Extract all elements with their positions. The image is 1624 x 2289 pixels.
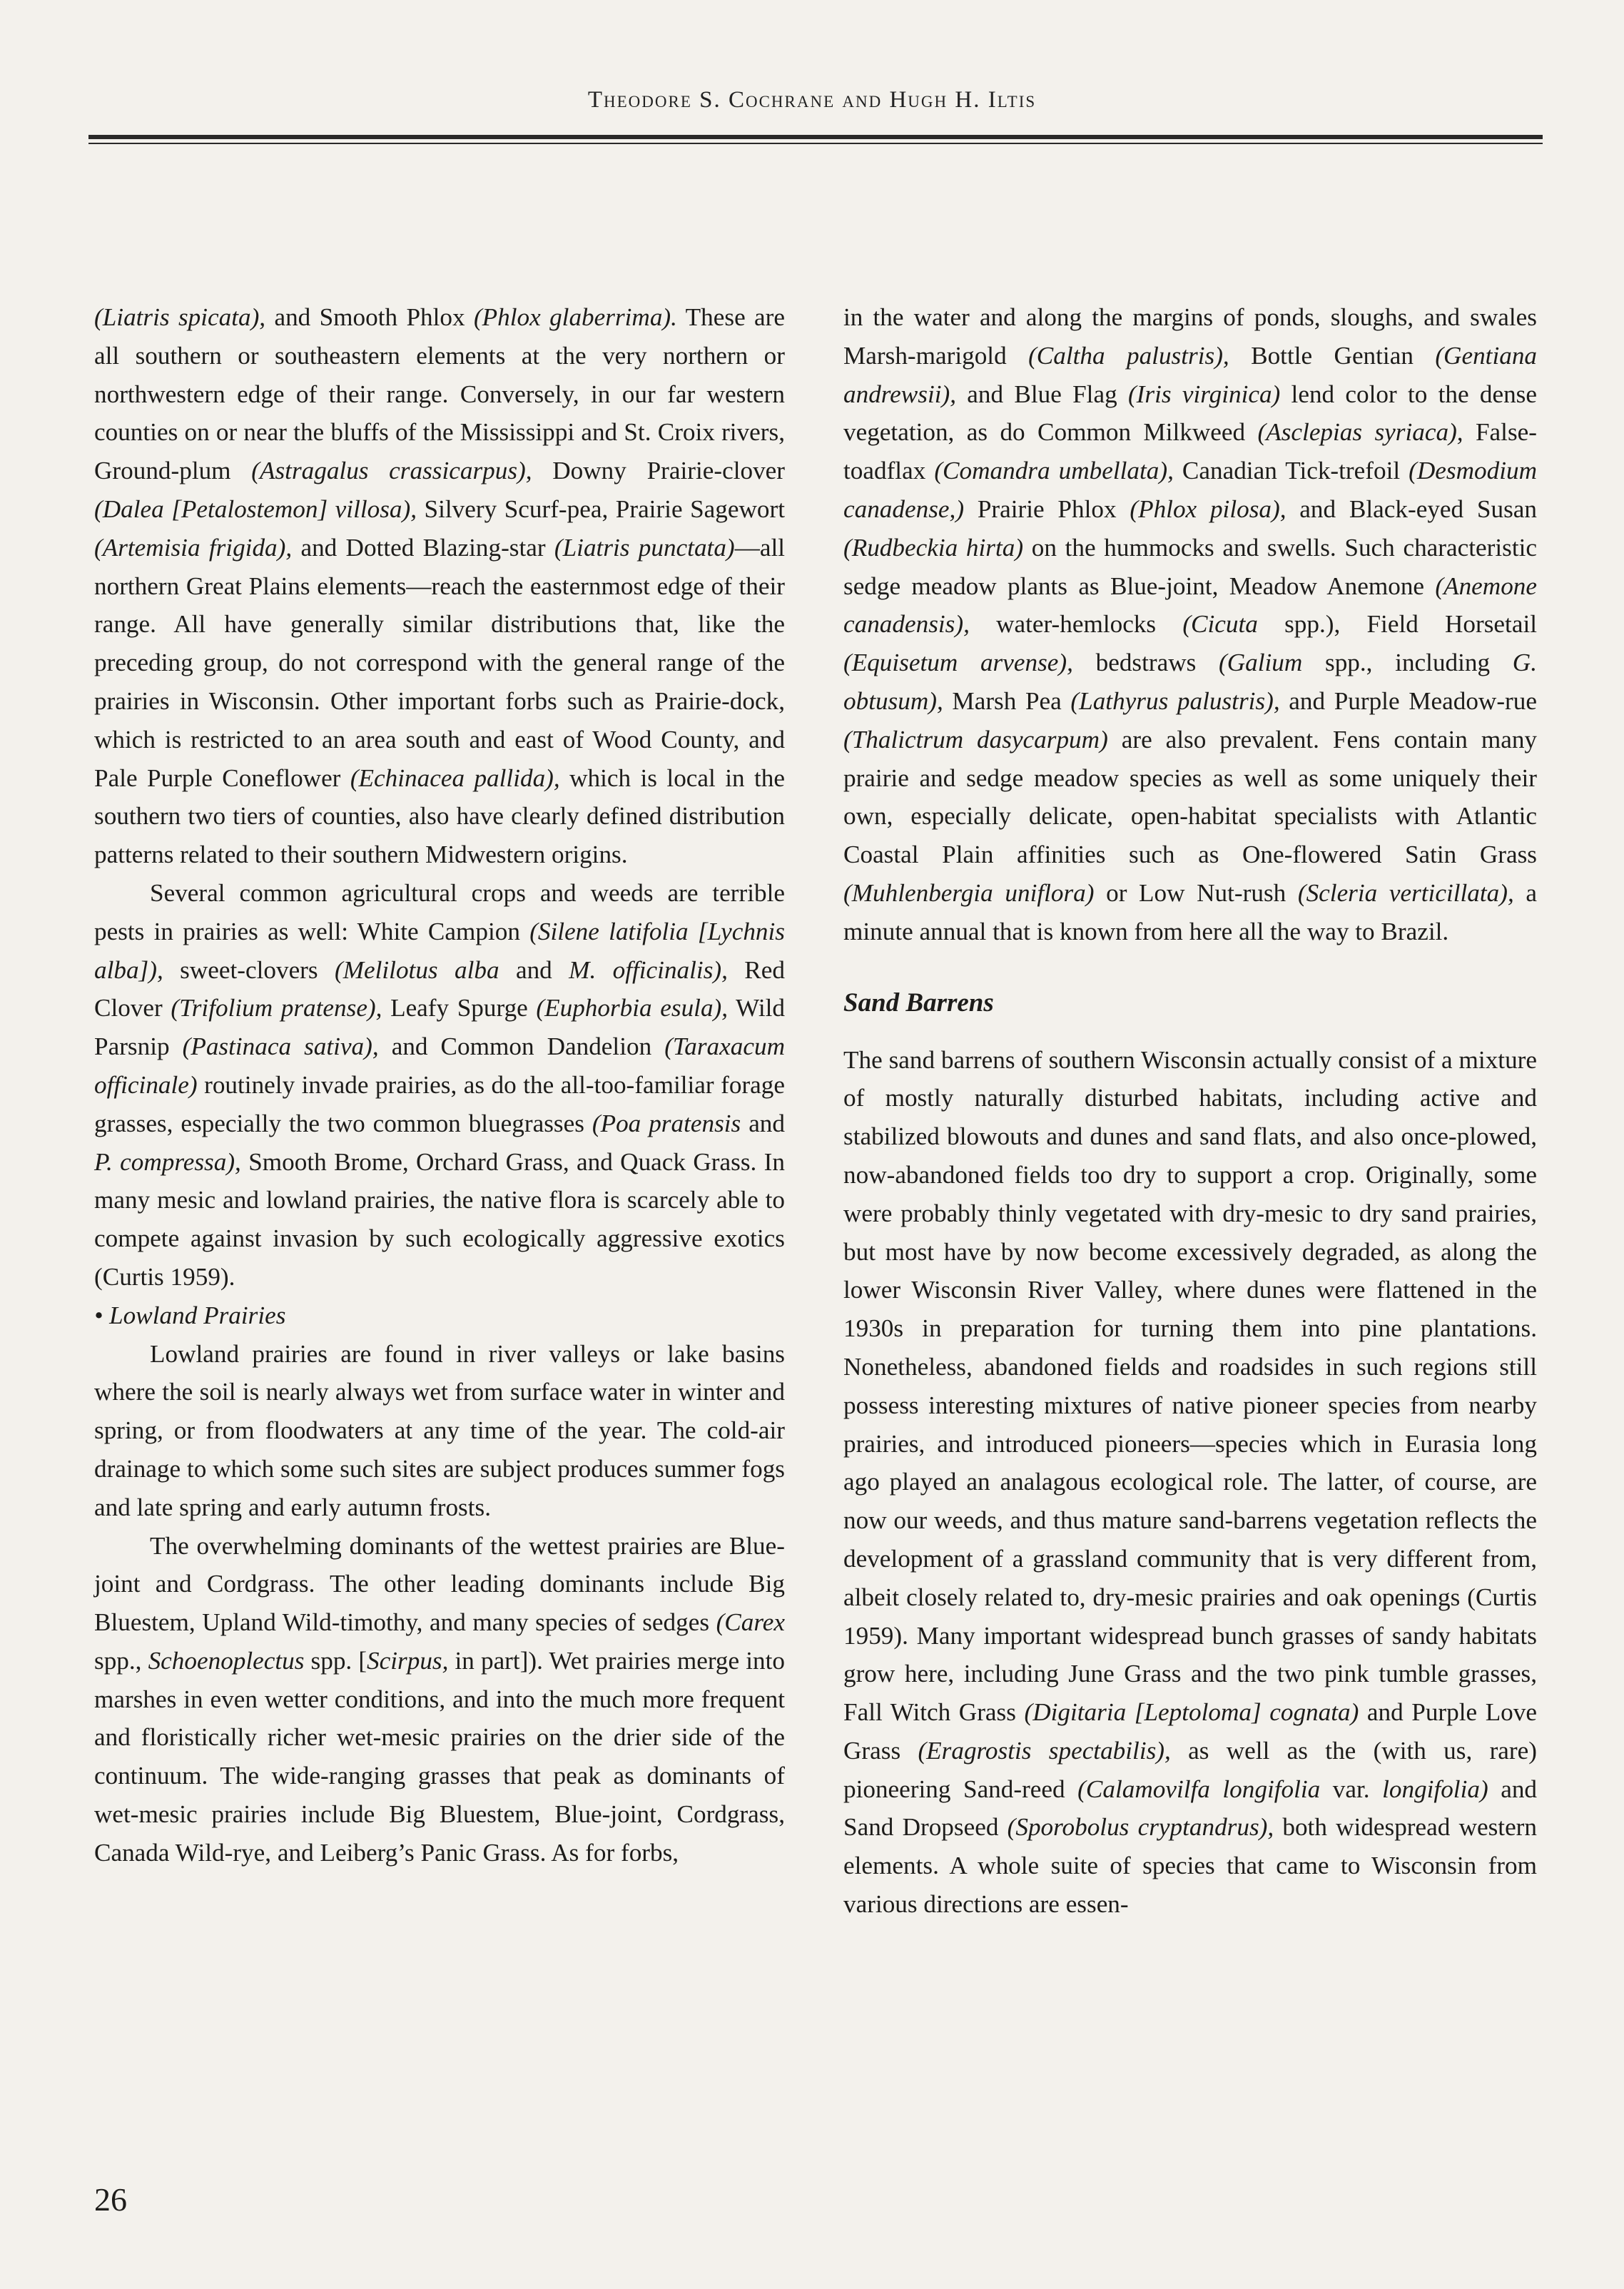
- text-run: sweet-clovers: [163, 955, 335, 984]
- italic-taxon-run: (Digitaria [Leptoloma] cognata): [1024, 1698, 1359, 1727]
- left-paragraph-4: [94, 1527, 785, 1872]
- italic-taxon-run: (Calamovilfa longifolia: [1077, 1775, 1321, 1803]
- italic-taxon-run: (Iris virginica): [1127, 380, 1281, 408]
- text-run: bedstraws: [1072, 649, 1219, 677]
- text-run: Leafy Spurge: [382, 994, 537, 1022]
- italic-taxon-run: Scirpus,: [367, 1646, 449, 1675]
- text-run: Wild Parsnip: [94, 994, 785, 1061]
- text-run: and: [741, 1109, 785, 1137]
- italic-taxon-run: (Galium: [1219, 649, 1303, 677]
- text-run: which is local in the southern two tiers of counties, also have clearly defined distribution patterns related to their southern Midwestern origins.: [94, 763, 785, 869]
- italic-taxon-run: (Desmodium canadense,): [843, 457, 1537, 523]
- text-run: water-hemlocks: [969, 610, 1183, 639]
- text-run: and Dotted Blazing-star: [292, 533, 554, 562]
- text-run: and: [499, 955, 569, 984]
- italic-taxon-run: (Caltha palustris),: [1028, 341, 1229, 370]
- text-run: The sand barrens of southern Wisconsin actually consist of a mixture of mostly naturally disturbed habitats, including active and stabilized blowouts and dunes and sand flats, and also once-plowed, now-abandoned fields too dry to support a crop. Originally, some were probably thinly vegetated with dry-mesic to dry sand prairies, but most have by now become excessively degraded, as along the lower Wisconsin River Valley, where dunes were flattened in the 1930s in preparation for turning them into pine plantations. Nonetheless, abandoned fields and roadsides in such regions still possess interesting mixtures of native pioneer species from nearby prairies, and introduced pioneers—species which in Eurasia long ago played an analagous ecological role. The latter, of course, are now our weeds, and thus mature sand-barrens vegetation reflects the development of a grassland community that is very different from, albeit closely related to, dry-mesic prairies and oak openings (Curtis 1959). Many important widespread bunch grasses of sandy habitats grow here, including June Grass and the two pink tumble grasses, Fall Witch Grass: [843, 1045, 1537, 1727]
- text-run: in the water and along the margins of ponds, sloughs, and swales Marsh-marigold: [843, 303, 1537, 370]
- italic-taxon-run: P. compressa),: [94, 1147, 241, 1176]
- italic-taxon-run: (Melilotus alba: [334, 955, 499, 984]
- italic-taxon-run: (Dalea [Petalostemon] villosa),: [94, 494, 417, 523]
- text-run: Lowland prairies are found in river valleys or lake basins where the soil is nearly always wet from surface water in winter and spring, or from floodwaters at any time of the year. The cold-air drainage to which some such sites are subject produces summer fogs and late spring and early autumn frosts.: [94, 1339, 785, 1521]
- text-run: Smooth Brome, Orchard Grass, and Quack Grass. In many mesic and lowland prairies, the native flora is scarcely able to compete against invasion by such ecologically aggressive exotics (Curtis 1959).: [94, 1147, 785, 1291]
- text-run: Silvery Scurf-pea, Prairie Sagewort: [417, 494, 785, 523]
- text-run: —all northern Great Plains elements—reach the easternmost edge of their range. All have generally similar distributions that, like the preceding group, do not correspond with the general range of the prairies in Wisconsin. Other important forbs such as Prairie-dock, which is restricted to an area south and east of Wood County, and Pale Purple Coneflower: [94, 533, 785, 792]
- text-run: Bottle Gentian: [1229, 341, 1436, 370]
- text-run: both widespread western elements. A whole suite of species that came to Wisconsin from various directions are essen-: [843, 1813, 1537, 1919]
- italic-taxon-run: (Eragrostis spectabilis),: [918, 1736, 1171, 1765]
- left-paragraph-2: [94, 874, 785, 1296]
- italic-taxon-run: (Trifolium pratense),: [171, 994, 382, 1022]
- section-heading-sand-barrens: Sand Barrens: [843, 988, 994, 1017]
- text-run: False-toadflax: [843, 418, 1537, 485]
- subheading-lowland-prairies: • Lowland Prairies: [94, 1301, 286, 1329]
- left-column: [94, 298, 785, 1872]
- right-column: [843, 298, 1537, 1924]
- text-run: in part]). Wet prairies merge into marshes in even wetter conditions, and into the much more frequent and floristically richer wet-mesic prairies on the drier side of the continuum. The wide-ranging grasses that peak as dominants of wet-mesic prairies include Big Bluestem, Blue-joint, Cordgrass, Canada Wild-rye, and Leiberg’s Panic Grass. As for forbs,: [94, 1646, 785, 1867]
- text-run: or Low Nut-rush: [1094, 878, 1298, 907]
- right-paragraph-1: [843, 298, 1537, 951]
- left-paragraph-1: [94, 298, 785, 874]
- text-run: Downy Prairie-clover: [532, 457, 785, 485]
- right-paragraph-2: [843, 1041, 1537, 1924]
- italic-taxon-run: (Liatris spicata),: [94, 303, 266, 331]
- text-run: Several common agricultural crops and weeds are terrible pests in prairies as well: White Campion: [94, 878, 785, 945]
- italic-taxon-run: (Liatris punctata): [554, 533, 735, 562]
- header-rule-thin: [88, 143, 1543, 144]
- italic-taxon-run: G. obtusum),: [843, 649, 1538, 715]
- italic-taxon-run: (Taraxacum officinale): [94, 1032, 785, 1099]
- italic-taxon-run: (Anemone canadensis),: [843, 572, 1537, 639]
- header-rule-thick: [88, 135, 1543, 139]
- running-head: Theodore S. Cochrane and Hugh H. Iltis: [587, 87, 1037, 113]
- italic-taxon-run: Schoenoplectus: [148, 1646, 305, 1675]
- text-run: on the hummocks and swells. Such characteristic sedge meadow plants as Blue-joint, Meadow Anemone: [843, 533, 1537, 600]
- text-run: spp., including: [1302, 649, 1513, 677]
- italic-taxon-run: (Carex: [716, 1608, 785, 1637]
- text-run: Red Clover: [94, 955, 785, 1022]
- italic-taxon-run: (Sporobolus cryptandrus),: [1007, 1813, 1274, 1842]
- left-paragraph-3: [94, 1335, 785, 1527]
- italic-taxon-run: (Gentiana andrewsii),: [843, 341, 1538, 408]
- italic-taxon-run: (Equisetum arvense),: [843, 649, 1073, 677]
- text-run: and Blue Flag: [956, 380, 1128, 408]
- italic-taxon-run: (Phlox glaberrima).: [473, 303, 677, 331]
- text-run: and Purple Love Grass: [843, 1698, 1537, 1765]
- italic-taxon-run: (Asclepias syriaca),: [1257, 418, 1463, 447]
- italic-taxon-run: (Phlox pilosa),: [1130, 494, 1286, 523]
- page-number: 26: [94, 2181, 127, 2218]
- text-run: lend color to the dense vegetation, as do Common Milkweed: [843, 380, 1537, 447]
- italic-taxon-run: (Silene latifolia [Lychnis alba]),: [94, 917, 785, 984]
- text-run: and Common Dandelion: [378, 1032, 665, 1061]
- italic-taxon-run: (Lathyrus palustris),: [1070, 686, 1280, 715]
- text-run: The overwhelming dominants of the wettest prairies are Blue-joint and Cordgrass. The other leading dominants include Big Bluestem, Upland Wild-timothy, and many species of sedges: [94, 1531, 785, 1637]
- italic-taxon-run: (Scleria verticillata),: [1297, 878, 1514, 907]
- italic-taxon-run: (Artemisia frigida),: [94, 533, 293, 562]
- italic-taxon-run: longifolia): [1382, 1775, 1488, 1803]
- text-run: routinely invade prairies, as do the all-too-familiar forage grasses, especially the two common bluegrasses: [94, 1070, 785, 1137]
- text-run: and Black-eyed Susan: [1286, 494, 1537, 523]
- text-run: Prairie Phlox: [964, 494, 1130, 523]
- italic-taxon-run: (Poa pratensis: [592, 1109, 741, 1137]
- italic-taxon-run: (Echinacea pallida),: [350, 763, 560, 792]
- italic-taxon-run: (Muhlenbergia uniflora): [843, 878, 1095, 907]
- italic-taxon-run: (Euphorbia esula),: [536, 994, 729, 1022]
- text-run: and Sand Dropseed: [843, 1775, 1538, 1842]
- italic-taxon-run: (Rudbeckia hirta): [843, 533, 1024, 562]
- text-run: and Purple Meadow-rue: [1279, 686, 1537, 715]
- italic-taxon-run: M. officinalis),: [569, 955, 728, 984]
- italic-taxon-run: (Cicuta: [1182, 610, 1258, 639]
- text-run: a minute annual that is known from here all the way to Brazil.: [843, 878, 1537, 945]
- text-run: spp.,: [94, 1646, 148, 1675]
- italic-taxon-run: (Thalictrum dasycarpum): [843, 725, 1108, 753]
- text-run: var.: [1320, 1775, 1383, 1803]
- italic-taxon-run: (Comandra umbellata),: [934, 457, 1174, 485]
- text-run: Marsh Pea: [943, 686, 1071, 715]
- italic-taxon-run: (Astragalus crassicarpus),: [251, 457, 532, 485]
- text-run: Canadian Tick-trefoil: [1173, 457, 1409, 485]
- text-run: These are all southern or southeastern elements at the very northern or northwestern edge of their range. Conversely, in our far western counties on or near the bluffs of the Mississippi and St. Croix rivers, Ground-plum: [94, 303, 785, 485]
- text-run: and Smooth Phlox: [265, 303, 474, 331]
- text-run: are also prevalent. Fens contain many prairie and sedge meadow species as well as some uniquely their own, especially delicate, open-habitat specialists with Atlantic Coastal Plain affinities such as One-flowered Satin Grass: [843, 725, 1538, 869]
- text-run: spp. [: [304, 1646, 367, 1675]
- text-run: spp.), Field Horsetail: [1257, 610, 1538, 639]
- text-run: as well as the (with us, rare) pioneering Sand-reed: [843, 1736, 1537, 1803]
- italic-taxon-run: (Pastinaca sativa),: [182, 1032, 379, 1061]
